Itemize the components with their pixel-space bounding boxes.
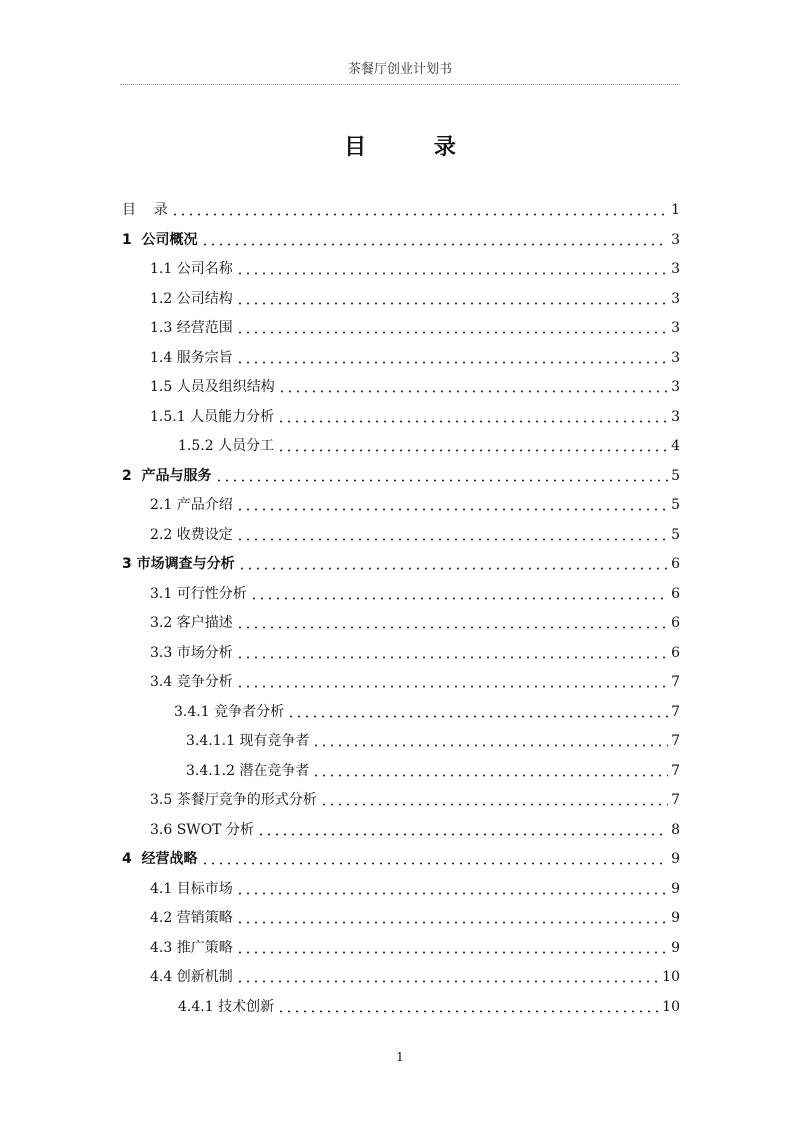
toc-entry[interactable] — [150, 878, 680, 900]
dot-leader — [236, 331, 668, 334]
toc-entry-label: 1.5.1 人员能力分析 — [150, 408, 275, 425]
toc-entry-page: 9 — [671, 880, 680, 897]
running-header: 茶餐厅创业计划书 — [347, 62, 452, 77]
toc-entry[interactable] — [150, 317, 680, 339]
toc-entry-label: 1.5.2 人员分工 — [178, 438, 275, 454]
toc-entry[interactable] — [150, 524, 680, 546]
toc-entry[interactable] — [122, 553, 680, 575]
dot-leader — [287, 715, 668, 718]
toc-entry-page: 3 — [671, 261, 680, 277]
dot-leader — [236, 361, 668, 364]
page-number: 1 — [396, 1050, 404, 1064]
dot-leader — [236, 980, 659, 983]
toc-entry-label: 1.3 经营范围 — [150, 320, 233, 336]
toc-entry-label: 4.4 创新机制 — [150, 969, 233, 985]
toc-entry-label: 1.5 人员及组织结构 — [150, 379, 275, 395]
dot-leader — [236, 508, 668, 511]
toc-entry[interactable] — [150, 494, 680, 516]
toc-entry-page: 7 — [671, 674, 680, 690]
dot-leader — [236, 272, 668, 275]
toc-entry-label: 3.4.1.1 现有竞争者 — [186, 733, 310, 749]
toc-entry-page: 4 — [671, 438, 680, 454]
toc-entry-label: 3 市场调查与分析 — [122, 556, 235, 572]
toc-entry-label: 3.1 可行性分析 — [150, 585, 247, 602]
toc-entry[interactable] — [150, 376, 680, 398]
toc-entry-page: 3 — [671, 320, 680, 336]
dot-leader — [236, 302, 668, 305]
toc-entry[interactable] — [150, 966, 680, 988]
toc-entry-page: 3 — [671, 379, 680, 395]
toc-entry-label: 2.2 收费设定 — [150, 526, 233, 543]
toc-entry-label: 3.6 SWOT 分析 — [150, 821, 254, 838]
toc-entry[interactable] — [150, 612, 680, 634]
toc-entry-label: 3.3 市场分析 — [150, 644, 233, 661]
dot-leader — [201, 243, 669, 246]
toc-entry-page: 6 — [671, 644, 680, 661]
toc-entry[interactable] — [150, 258, 680, 280]
toc-entry-label: 4.3 推广策略 — [150, 939, 233, 956]
toc-entry[interactable] — [150, 907, 680, 929]
dot-leader — [277, 1010, 659, 1013]
toc-entry-label: 3.5 茶餐厅竞争的形式分析 — [150, 792, 317, 808]
toc-entry-label: 3.4.1.2 潜在竞争者 — [186, 762, 310, 779]
toc-entry[interactable] — [122, 848, 680, 870]
toc-entry-label: 1.2 公司结构 — [150, 290, 233, 307]
dot-leader — [236, 685, 668, 688]
toc-entry-page: 9 — [671, 910, 680, 926]
toc-entry-page: 5 — [671, 526, 680, 543]
toc-entry-label: 4 经营战略 — [122, 851, 198, 867]
toc-entry-page: 5 — [671, 467, 680, 484]
toc-entry[interactable] — [150, 583, 680, 605]
toc-entry-label: 3.4.1 竞争者分析 — [174, 703, 285, 720]
dot-leader — [236, 951, 668, 954]
toc-entry[interactable] — [122, 465, 680, 487]
toc-entry-page: 9 — [671, 939, 680, 956]
toc-entry-page: 7 — [671, 703, 680, 720]
toc-entry-label: 1 公司概况 — [122, 231, 198, 248]
dot-leader — [201, 862, 669, 865]
toc-entry-page: 8 — [671, 821, 680, 838]
toc-entry-page: 6 — [671, 556, 680, 572]
toc-entry[interactable] — [122, 199, 680, 221]
dot-leader — [278, 390, 668, 393]
toc-entry-page: 7 — [671, 733, 680, 749]
toc-entry[interactable] — [150, 288, 680, 310]
dot-leader — [277, 449, 668, 452]
toc-entry[interactable] — [150, 789, 680, 811]
toc-entry-label: 4.4.1 技术创新 — [178, 998, 275, 1015]
dot-leader — [236, 626, 668, 629]
toc-entry[interactable] — [186, 760, 680, 782]
toc-entry-page: 9 — [671, 851, 680, 867]
toc-entry-page: 3 — [671, 349, 680, 366]
toc-entry-label: 目 录 — [122, 202, 168, 218]
toc-entry-label: 1.4 服务宗旨 — [150, 349, 233, 366]
toc-entry-page: 7 — [671, 792, 680, 808]
toc-entry[interactable] — [150, 819, 680, 841]
dot-leader — [250, 597, 668, 600]
toc-entry[interactable] — [122, 229, 680, 251]
dot-leader — [236, 656, 668, 659]
toc-entry[interactable] — [150, 406, 680, 428]
toc-entry-label: 3.4 竞争分析 — [150, 674, 233, 690]
dot-leader — [236, 538, 668, 541]
dot-leader — [236, 892, 668, 895]
toc-entry-page: 6 — [671, 585, 680, 602]
page-title: 目 录 — [344, 135, 486, 160]
toc-entry-label: 2 产品与服务 — [122, 467, 212, 484]
toc-entry-page: 10 — [662, 969, 680, 985]
toc-entry-page: 3 — [671, 408, 680, 425]
toc-entry-page: 7 — [671, 762, 680, 779]
dot-leader — [236, 921, 668, 924]
toc-entry-page: 1 — [671, 202, 680, 218]
header-divider — [120, 84, 680, 85]
toc-entry-page: 6 — [671, 615, 680, 631]
toc-entry-page: 10 — [662, 998, 680, 1015]
dot-leader — [257, 833, 668, 836]
toc-entry-page: 5 — [671, 497, 680, 513]
dot-leader — [171, 213, 668, 216]
toc-entry[interactable] — [150, 937, 680, 959]
toc-entry-page: 3 — [671, 231, 680, 248]
toc-entry-label: 4.2 营销策略 — [150, 910, 233, 926]
toc-entry[interactable] — [174, 701, 680, 723]
dot-leader — [277, 420, 668, 423]
dot-leader — [320, 803, 668, 806]
toc-entry-label: 3.2 客户描述 — [150, 615, 233, 631]
dot-leader — [215, 479, 669, 482]
toc-entry[interactable] — [178, 996, 680, 1018]
toc-entry[interactable] — [178, 435, 680, 457]
toc-entry-page: 3 — [671, 290, 680, 307]
dot-leader — [312, 744, 668, 747]
toc-entry[interactable] — [186, 730, 680, 752]
toc-entry[interactable] — [150, 642, 680, 664]
toc-entry-label: 2.1 产品介绍 — [150, 497, 233, 513]
toc-entry[interactable] — [150, 347, 680, 369]
dot-leader — [312, 774, 668, 777]
toc-entry-label: 4.1 目标市场 — [150, 880, 233, 897]
dot-leader — [238, 567, 668, 570]
toc-entry[interactable] — [150, 671, 680, 693]
toc-entry-label: 1.1 公司名称 — [150, 261, 233, 277]
